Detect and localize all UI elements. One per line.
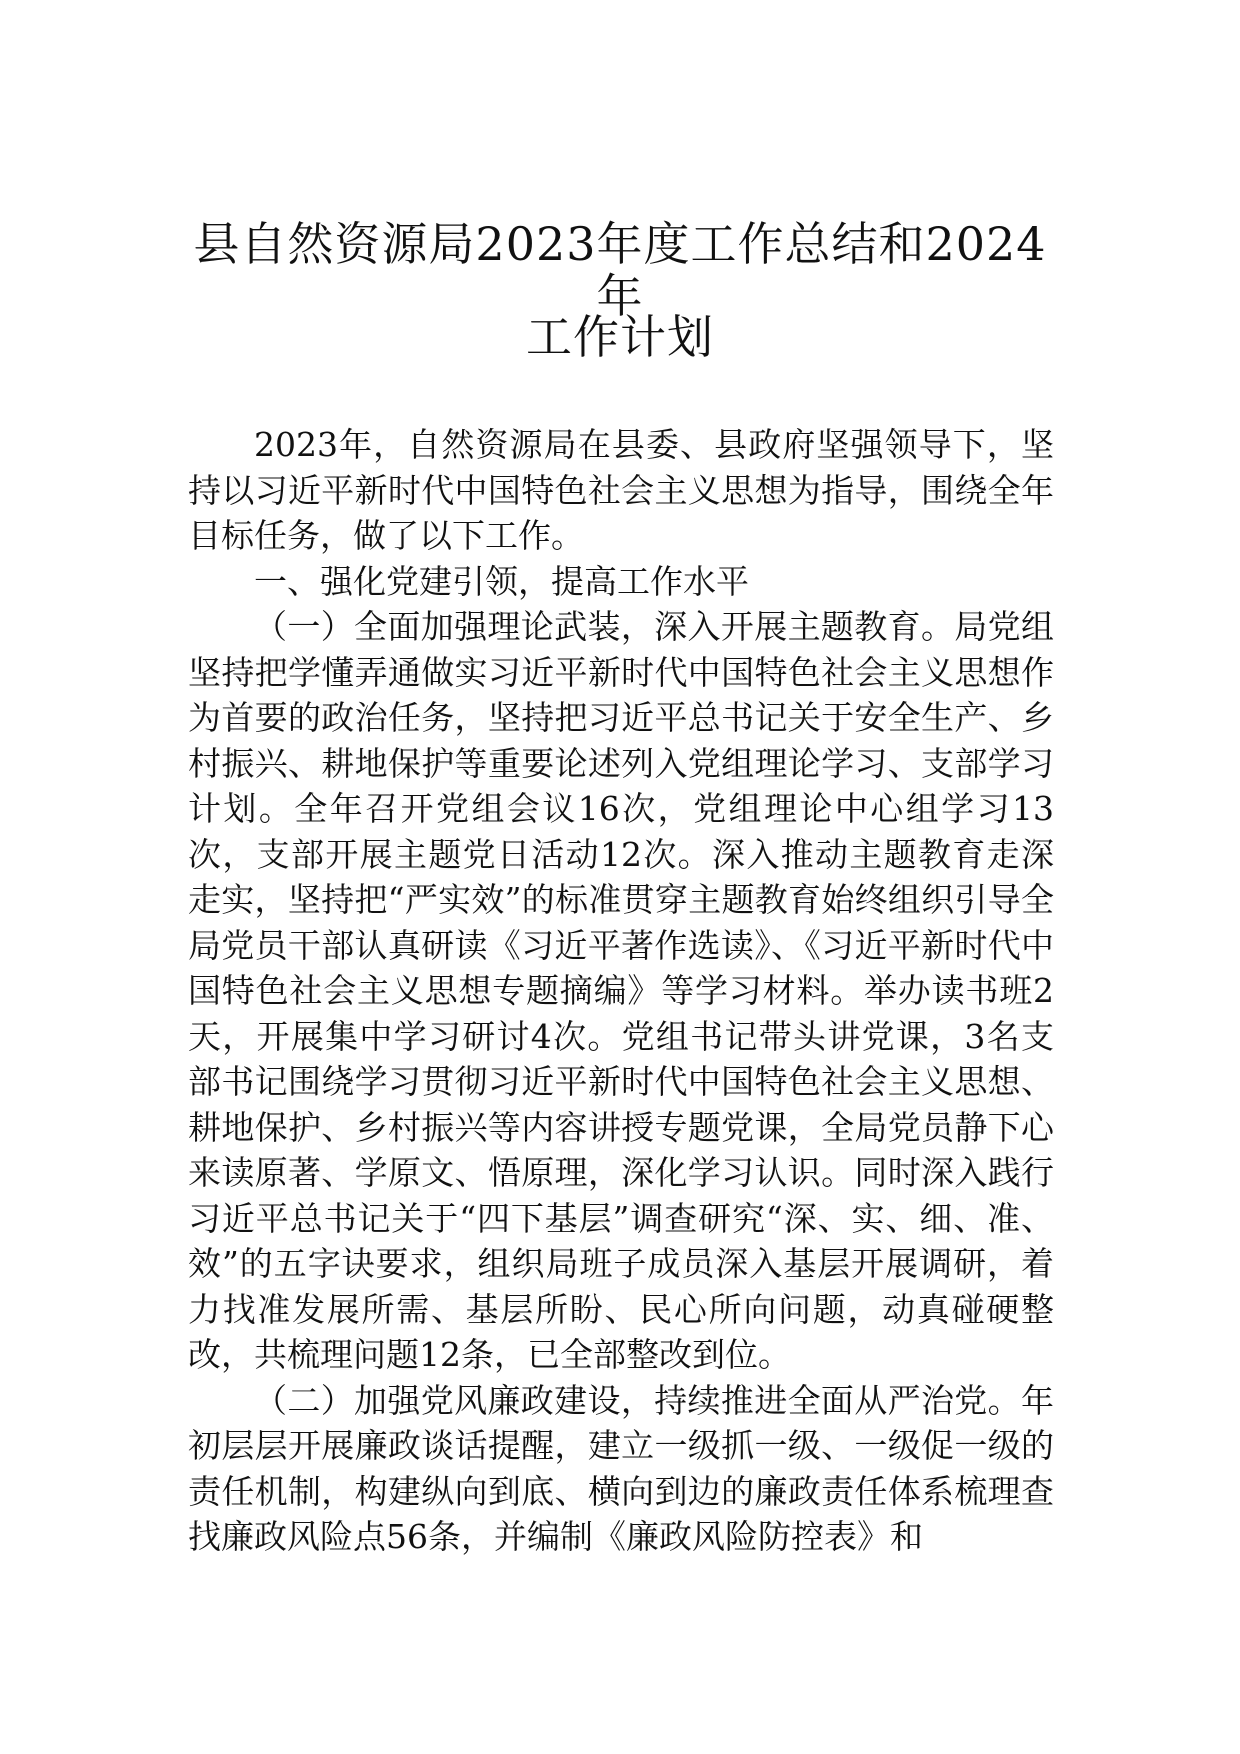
document-body [188,422,1054,1560]
document-title-line-2: 工作计划 [526,310,714,364]
subsection-paragraph-1: （一）全面加强理论武装，深入开展主题教育。局党组坚持把学懂弄通做实习近平新时代中国特色社会主义思想作为首要的政治任务，坚持把习近平总书记关于安全生产、乡村振兴、耕地保护等重要论述列入党组理论学习、支部学习计划。全年召开党组会议16次，党组理论中心组学习13次，支部开展主题党日活动12次。深入推动主题教育走深走实，坚持把“严实效”的标准贯穿主题教育始终组织引导全局党员干部认真研读《习近平著作选读》、《习近平新时代中国特色社会主义思想专题摘编》等学习材料。举办读书班2天，开展集中学习研讨4次。党组书记带头讲党课，3名支部书记围绕学习贯彻习近平新时代中国特色社会主义思想、耕地保护、乡村振兴等内容讲授专题党课，全局党员静下心来读原著、学原文、悟原理，深化学习认识。同时深入践行习近平总书记关于“四下基层”调查研究“深、实、细、准、效”的五字诀要求，组织局班子成员深入基层开展调研，着力找准发展所需、基层所盼、民心所向问题，动真碰硬整改，共梳理问题12条，已全部整改到位。 [188,607,1054,1374]
document-title-line-1: 县自然资源局2023年度工作总结和2024年 [193,217,1047,323]
intro-paragraph: 2023年，自然资源局在县委、县政府坚强领导下，坚持以习近平新时代中国特色社会主义思想为指导，围绕全年目标任务，做了以下工作。 [188,425,1054,555]
subsection-paragraph-2: （二）加强党风廉政建设，持续推进全面从严治党。年初层层开展廉政谈话提醒，建立一级抓一级、一级促一级的责任机制，构建纵向到底、横向到边的廉政责任体系梳理查找廉政风险点56条，并编制《廉政风险防控表》和 [188,1380,1054,1556]
section-heading: 一、强化党建引领，提高工作水平 [254,561,749,601]
